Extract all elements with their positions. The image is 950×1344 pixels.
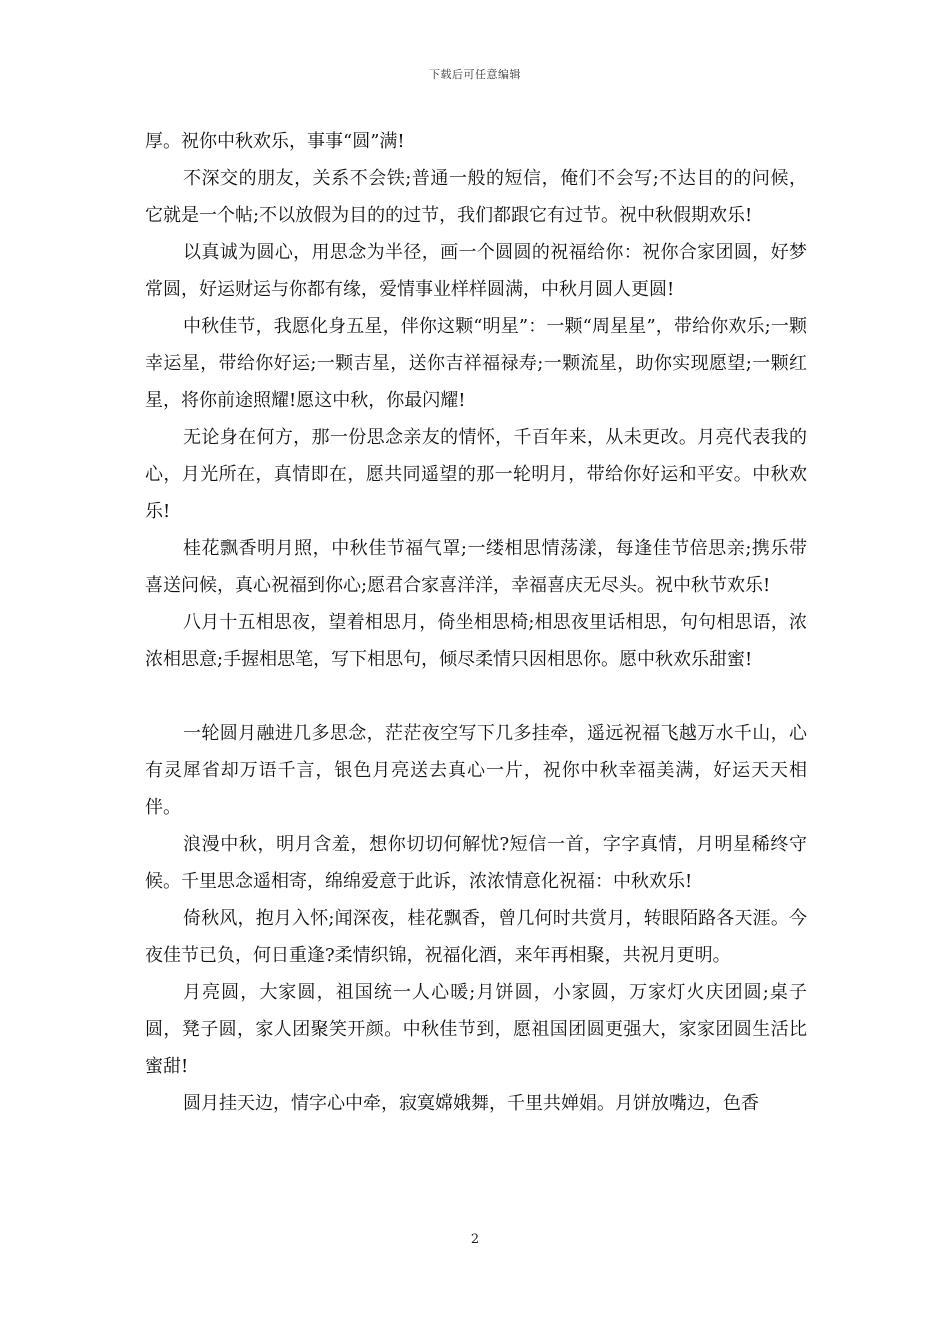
- paragraph: 月亮圆，大家圆，祖国统一人心暖;月饼圆，小家圆，万家灯火庆团圆;桌子圆，凳子圆，家人团聚笑开颜。中秋佳节到，愿祖国团圆更强大，家家团圆生活比蜜甜!: [145, 982, 807, 1077]
- paragraph-continuation: 厚。祝你中秋欢乐，事事“圆”满!: [145, 131, 405, 152]
- paragraph: 倚秋风，抱月入怀;闻深夜，桂花飘香，曾几何时共赏月，转眼陌路各天涯。今夜佳节已负，何日重逢?柔情织锦，祝福化酒，来年再相聚，共祝月更明。: [145, 908, 807, 966]
- paragraph: 不深交的朋友，关系不会铁;普通一般的短信，俺们不会写;不达目的的问候，它就是一个帖;不以放假为目的的过节，我们都跟它有过节。祝中秋假期欢乐!: [145, 168, 807, 226]
- paragraph: 圆月挂天边，情字心中牵，寂寞嫦娥舞，千里共婵娟。月饼放嘴边，色香: [183, 1093, 759, 1114]
- paragraph: 一轮圆月融进几多思念，茫茫夜空写下几多挂牵，遥远祝福飞越万水千山，心有灵犀省却万语千言，银色月亮送去真心一片，祝你中秋幸福美满，好运天天相伴。: [145, 723, 807, 818]
- document-body: [145, 123, 807, 1122]
- paragraph: 中秋佳节，我愿化身五星，伴你这颗“明星”：一颗“周星星”，带给你欢乐;一颗幸运星，带给你好运;一颗吉星，送你吉祥福禄寿;一颗流星，助你实现愿望;一颗红星，将你前途照耀!愿这中秋，你最闪耀!: [145, 316, 807, 411]
- blank-line: [145, 678, 807, 715]
- paragraph: 桂花飘香明月照，中秋佳节福气罩;一缕相思情荡漾，每逢佳节倍思亲;携乐带喜送问候，真心祝福到你心;愿君合家喜洋洋，幸福喜庆无尽头。祝中秋节欢乐!: [145, 538, 807, 596]
- paragraph: 以真诚为圆心，用思念为半径，画一个圆圆的祝福给你：祝你合家团圆，好梦常圆，好运财运与你都有缘，爱情事业样样圆满，中秋月圆人更圆!: [145, 242, 807, 300]
- page-header: 下载后可任意编辑: [429, 68, 521, 81]
- paragraph: 浪漫中秋，明月含羞，想你切切何解忧?短信一首，字字真情，月明星稀终守候。千里思念遥相寄，绵绵爱意于此诉，浓浓情意化祝福：中秋欢乐!: [145, 834, 807, 892]
- page-number: 2: [470, 1232, 480, 1247]
- paragraph: 无论身在何方，那一份思念亲友的情怀，千百年来，从未更改。月亮代表我的心，月光所在，真情即在，愿共同遥望的那一轮明月，带给你好运和平安。中秋欢乐!: [145, 427, 807, 522]
- paragraph: 八月十五相思夜，望着相思月，倚坐相思椅;相思夜里话相思，句句相思语，浓浓相思意;手握相思笔，写下相思句，倾尽柔情只因相思你。愿中秋欢乐甜蜜!: [145, 612, 807, 670]
